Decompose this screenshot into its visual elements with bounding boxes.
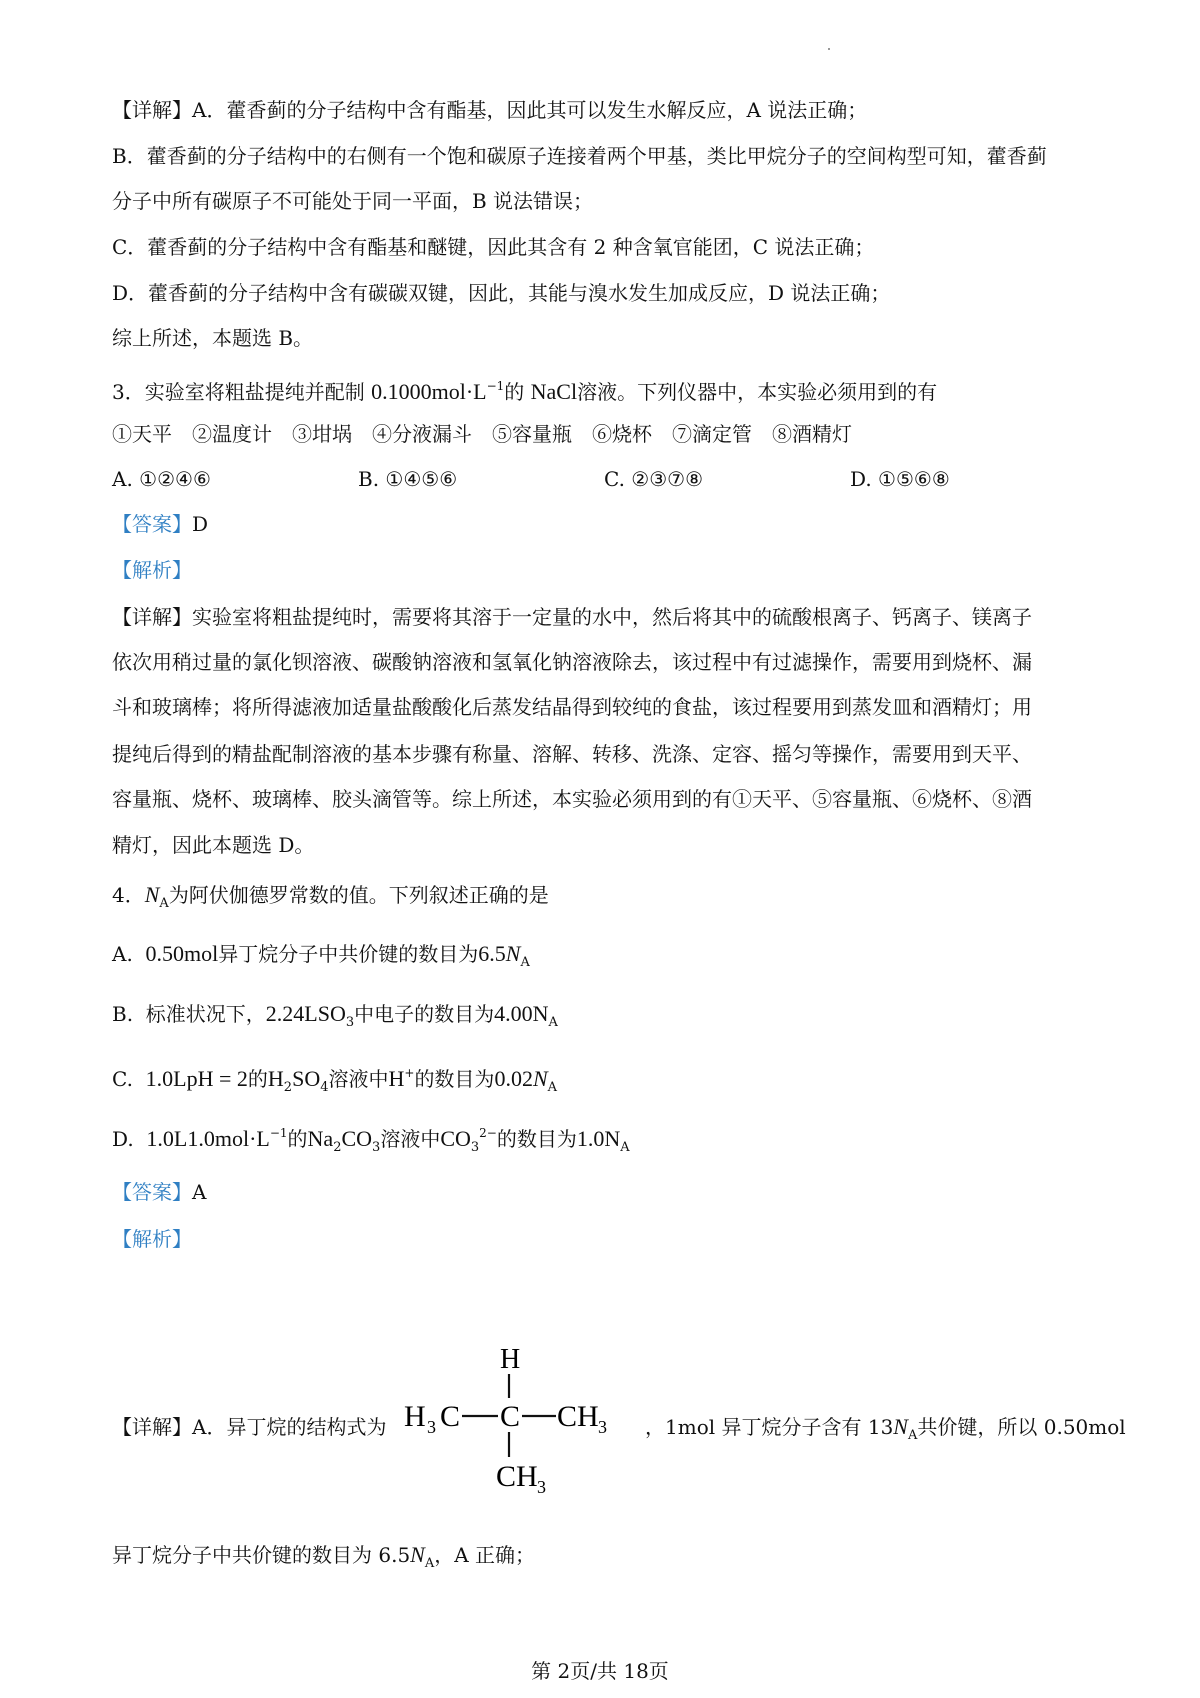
q4-stem-text: 为阿伏伽德罗常数的值。下列叙述正确的是 <box>168 883 549 907</box>
detail-label: 【详解】 <box>112 98 192 122</box>
q4-d-t2: 溶液中 <box>380 1127 441 1151</box>
q4-b-m2: 4.00N <box>494 1001 549 1026</box>
q3-conc-exp: −1 <box>486 379 505 393</box>
q4-d-sub: A <box>620 1140 630 1155</box>
q2-detail-b1: B．藿香蓟的分子结构中的右侧有一个饱和碳原子连接着两个甲基，类比甲烷分子的空间构型可知，藿香蓟 <box>112 144 1047 168</box>
q4-c-sup4: + <box>404 1066 415 1080</box>
q4-b-t1: 中电子的数目为 <box>354 1002 495 1026</box>
q4-option-b <box>112 1000 558 1037</box>
struct-right-sub: 3 <box>598 1417 607 1437</box>
q4-detail-b1-sub: A <box>424 1556 435 1571</box>
q3-option-a: A. ①②④⑥ <box>112 467 211 491</box>
q4-option-a-label: A. <box>112 942 133 966</box>
q3-stem-a: 3．实验室将粗盐提纯并配制 <box>112 380 372 404</box>
q4-d-m1: 1.0L1.0mol·L <box>146 1126 270 1151</box>
q4-detail-b2: ，A 正确； <box>434 1543 536 1567</box>
answer-label: 【答案】 <box>112 1180 192 1204</box>
q4-analysis-label: 【解析】 <box>112 1227 192 1251</box>
q2-detail-c: C．藿香蓟的分子结构中含有酯基和醚键，因此其含有 2 种含氧官能团，C 说法正确； <box>112 235 875 259</box>
q4-detail-a2-n: N <box>893 1414 908 1439</box>
q3-stem-b: 的 <box>504 380 531 404</box>
q4-c-m2: H <box>267 1066 284 1091</box>
answer-label: 【答案】 <box>112 512 192 536</box>
q2-detail-a <box>112 96 867 124</box>
detail-label: 【详解】 <box>112 1415 192 1439</box>
q4-c-sub: A <box>547 1080 558 1095</box>
struct-left-c: C <box>440 1400 461 1433</box>
q4-option-d-label: D. <box>112 1127 134 1151</box>
q3-detail-2: 依次用稍过量的氯化钡溶液、碳酸钠溶液和氢氧化钠溶液除去，该过程中有过滤操作，需要用到烧杯、漏 <box>112 650 1032 674</box>
q3-stem <box>112 372 937 406</box>
q4-a-m1: 0.50mol <box>145 941 219 966</box>
struct-bottom-ch: CH <box>496 1460 538 1493</box>
isobutane-structure-svg <box>396 1336 646 1496</box>
q3-detail-5: 容量瓶、烧杯、玻璃棒、胶头滴管等。综上所述，本实验必须用到的有①天平、⑤容量瓶、⑥烧杯、⑧酒 <box>112 787 1032 811</box>
q4-detail-a2-sub: A <box>907 1428 918 1443</box>
q3-detail-1 <box>112 603 1032 631</box>
q2-detail-d: D．藿香蓟的分子结构中含有碳碳双键，因此，其能与溴水发生加成反应，D 说法正确； <box>112 281 891 305</box>
q3-detail-text-0: 实验室将粗盐提纯时，需要将其溶于一定量的水中，然后将其中的硫酸根离子、钙离子、镁离子 <box>192 605 1032 629</box>
q3-option-b: B. ①④⑤⑥ <box>358 467 458 491</box>
q4-c-s2: 2 <box>283 1080 293 1095</box>
q3-nacl: NaCl <box>530 379 578 404</box>
q4-d-sup1: −1 <box>269 1126 288 1140</box>
q4-a-t1: 异丁烷分子中共价键的数目为 <box>218 942 479 966</box>
struct-right-ch: CH <box>557 1400 599 1433</box>
struct-left-h: H <box>404 1400 426 1433</box>
q4-d-s4: 3 <box>470 1140 480 1155</box>
q2-summary: 综上所述，本题选 B。 <box>112 326 314 350</box>
q4-option-c-label: C. <box>112 1067 133 1091</box>
q4-a-n: N <box>505 941 521 966</box>
q3-option-c: C. ②③⑦⑧ <box>604 467 704 491</box>
q4-detail-a-line2 <box>112 1541 535 1578</box>
q4-option-a <box>112 940 530 977</box>
scan-dot <box>828 48 830 50</box>
q4-d-m3: CO <box>341 1126 373 1151</box>
q4-d-s3: 3 <box>372 1140 381 1155</box>
q4-c-t2: 溶液中 <box>328 1067 389 1091</box>
q2-detail-b2: 分子中所有碳原子不可能处于同一平面，B 说法错误； <box>112 189 594 213</box>
q3-answer <box>112 510 208 538</box>
q4-c-m1: 1.0LpH = 2 <box>145 1066 248 1091</box>
q3-option-d: D. ①⑤⑥⑧ <box>850 467 950 491</box>
q4-c-t1: 的 <box>247 1067 268 1091</box>
q3-detail-3: 斗和玻璃棒；将所得滤液加适量盐酸酸化后蒸发结晶得到较纯的食盐，该过程要用到蒸发皿和酒精灯；用 <box>112 695 1032 719</box>
q4-detail-a3: 共价键，所以 0.50mol <box>917 1415 1126 1439</box>
q4-d-m4: CO <box>440 1126 471 1151</box>
q4-d-t3: 的数目为 <box>496 1127 577 1151</box>
q4-c-t3: 的数目为 <box>414 1067 495 1091</box>
q4-c-m4: H <box>388 1066 405 1091</box>
q4-option-d <box>112 1119 630 1162</box>
q4-a-sub: A <box>520 955 530 970</box>
q4-b-t0: 标准状况下， <box>145 1002 266 1026</box>
q4-b-s1: 3 <box>345 1015 355 1030</box>
q4-detail-a2: ，1mol 异丁烷分子含有 13 <box>645 1415 894 1439</box>
struct-center-c: C <box>500 1400 521 1433</box>
q4-b-sub: A <box>548 1015 558 1030</box>
q4-c-m5: 0.02 <box>494 1066 533 1091</box>
detail-label: 【详解】 <box>112 605 192 629</box>
q3-detail-4: 提纯后得到的精盐配制溶液的基本步骤有称量、溶解、转移、洗涤、定容、摇匀等操作，需要用到天平、 <box>112 742 1032 766</box>
q4-detail-a1: A．异丁烷的结构式为 <box>192 1415 387 1439</box>
q4-b-m1: 2.24LSO <box>265 1001 346 1026</box>
q4-option-c <box>112 1059 557 1102</box>
struct-top-h: H <box>500 1344 521 1375</box>
q4-a-m2: 6.5 <box>478 941 506 966</box>
q4-detail-b1-n: N <box>410 1542 425 1567</box>
q2-a-text: A．藿香蓟的分子结构中含有酯基，因此其可以发生水解反应，A 说法正确； <box>192 98 868 122</box>
q3-conc: 0.1000mol·L <box>371 379 487 404</box>
q4-c-m3: SO <box>292 1066 321 1091</box>
q4-c-n: N <box>532 1066 548 1091</box>
q4-c-s3: 4 <box>320 1080 329 1095</box>
q3-analysis-label: 【解析】 <box>112 558 192 582</box>
q4-option-b-label: B. <box>112 1002 134 1026</box>
q4-answer-value: A <box>192 1180 207 1204</box>
q4-detail-a-line1-tail <box>645 1413 1126 1450</box>
q4-d-m5: 1.0N <box>576 1126 621 1151</box>
q4-d-t1: 的 <box>287 1127 308 1151</box>
struct-left-sub: 3 <box>427 1417 436 1437</box>
q4-detail-b1: 异丁烷分子中共价键的数目为 6.5 <box>112 1543 411 1567</box>
q4-num: 4． <box>112 883 145 907</box>
q3-instruments: ①天平 ②温度计 ③坩埚 ④分液漏斗 ⑤容量瓶 ⑥烧杯 ⑦滴定管 ⑧酒精灯 <box>112 422 852 446</box>
q4-d-s2: 2 <box>333 1140 342 1155</box>
q4-na-sub: A <box>159 896 169 911</box>
q4-answer <box>112 1178 206 1206</box>
q3-answer-value: D <box>192 512 209 536</box>
q4-na-symbol: N <box>144 882 160 907</box>
q4-detail-a-line1 <box>112 1413 386 1441</box>
q3-detail-6: 精灯，因此本题选 D。 <box>112 833 315 857</box>
struct-bottom-sub: 3 <box>537 1477 546 1496</box>
isobutane-structure <box>396 1336 646 1500</box>
q3-stem-c: 溶液。下列仪器中，本实验必须用到的有 <box>577 380 938 404</box>
q4-stem <box>112 881 549 918</box>
q4-d-m2: Na <box>307 1126 334 1151</box>
q4-d-sup4: 2− <box>479 1126 497 1140</box>
page-footer: 第 2页/共 18页 <box>531 1659 669 1683</box>
